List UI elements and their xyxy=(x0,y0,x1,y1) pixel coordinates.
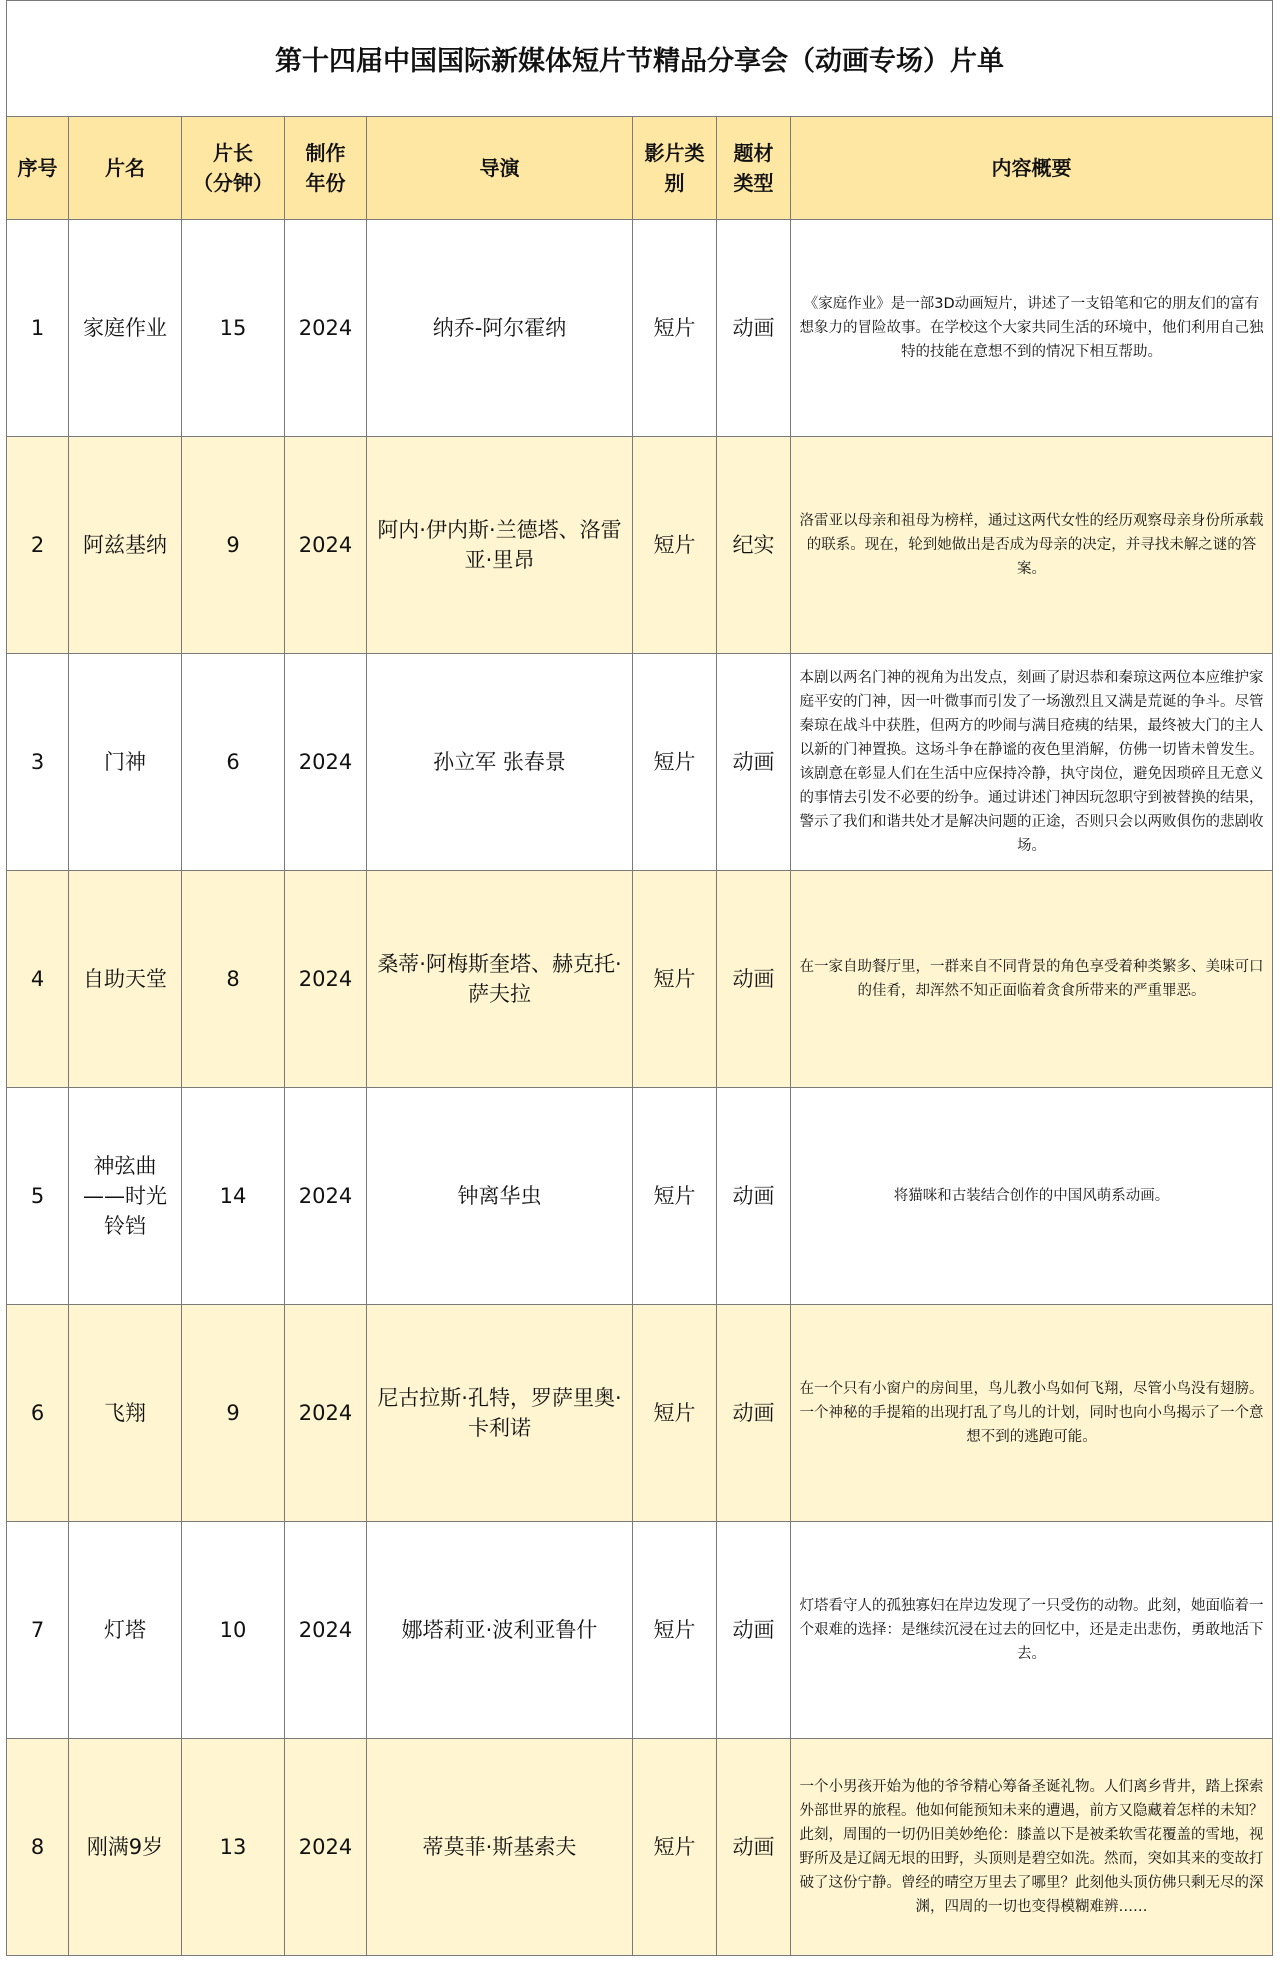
cell-year: 2024 xyxy=(285,1739,367,1956)
cell-length: 15 xyxy=(182,220,285,437)
header-summary: 内容概要 xyxy=(791,117,1273,220)
cell-index: 8 xyxy=(7,1739,69,1956)
header-film-type xyxy=(633,117,717,220)
cell-director: 孙立军 张春景 xyxy=(367,654,633,871)
cell-year: 2024 xyxy=(285,1522,367,1739)
header-length-line1: 片长 xyxy=(213,141,253,165)
table-row xyxy=(7,220,1273,437)
summary-paragraph: 在一家自助餐厅里，一群来自不同背景的角色享受着种类繁多、美味可口的佳肴，却浑然不知正面临着贪食所带来的严重罪恶。 xyxy=(799,959,1264,999)
table-row xyxy=(7,871,1273,1088)
table-row xyxy=(7,437,1273,654)
header-length xyxy=(182,117,285,220)
header-length-line2: （分钟） xyxy=(193,171,273,195)
summary-paragraph: 将猫咪和古装结合创作的中国风萌系动画。 xyxy=(893,1188,1170,1204)
cell-genre: 纪实 xyxy=(717,437,791,654)
cell-genre: 动画 xyxy=(717,1739,791,1956)
cell-director: 阿内·伊内斯·兰德塔、洛雷亚·里昂 xyxy=(367,437,633,654)
table-row xyxy=(7,1088,1273,1305)
cell-index: 7 xyxy=(7,1522,69,1739)
cell-film-type: 短片 xyxy=(633,220,717,437)
cell-index: 3 xyxy=(7,654,69,871)
table-row xyxy=(7,1739,1273,1956)
cell-length: 8 xyxy=(182,871,285,1088)
header-genre-line1: 题材 xyxy=(733,141,774,165)
cell-genre: 动画 xyxy=(717,871,791,1088)
cell-name: 刚满9岁 xyxy=(69,1739,182,1956)
cell-year: 2024 xyxy=(285,437,367,654)
cell-summary xyxy=(791,871,1273,1088)
header-film-type-line1: 影片类 xyxy=(644,141,705,165)
header-director: 导演 xyxy=(367,117,633,220)
cell-genre: 动画 xyxy=(717,654,791,871)
cell-genre: 动画 xyxy=(717,1088,791,1305)
header-genre-line2: 类型 xyxy=(733,171,774,195)
summary-paragraph: 《家庭作业》是一部3D动画短片，讲述了一支铅笔和它的朋友们的富有想象力的冒险故事。在学校这个大家共同生活的环境中，他们利用自己独特的技能在意想不到的情况下相互帮助。 xyxy=(799,296,1264,360)
cell-length: 14 xyxy=(182,1088,285,1305)
cell-name: 飞翔 xyxy=(69,1305,182,1522)
cell-year: 2024 xyxy=(285,871,367,1088)
cell-film-type: 短片 xyxy=(633,1305,717,1522)
table-row xyxy=(7,1305,1273,1522)
cell-summary xyxy=(791,1088,1273,1305)
cell-length: 9 xyxy=(182,437,285,654)
cell-name: 神弦曲——时光铃铛 xyxy=(69,1088,182,1305)
cell-year: 2024 xyxy=(285,1088,367,1305)
cell-summary xyxy=(791,1739,1273,1956)
table-row xyxy=(7,1522,1273,1739)
cell-length: 6 xyxy=(182,654,285,871)
cell-director: 纳乔-阿尔霍纳 xyxy=(367,220,633,437)
cell-director: 蒂莫菲·斯基索夫 xyxy=(367,1739,633,1956)
cell-length: 9 xyxy=(182,1305,285,1522)
cell-name: 家庭作业 xyxy=(69,220,182,437)
cell-year: 2024 xyxy=(285,220,367,437)
cell-summary xyxy=(791,1305,1273,1522)
cell-film-type: 短片 xyxy=(633,871,717,1088)
cell-director: 娜塔莉亚·波利亚鲁什 xyxy=(367,1522,633,1739)
cell-index: 4 xyxy=(7,871,69,1088)
header-year xyxy=(285,117,367,220)
cell-index: 2 xyxy=(7,437,69,654)
cell-year: 2024 xyxy=(285,1305,367,1522)
cell-summary xyxy=(791,220,1273,437)
cell-film-type: 短片 xyxy=(633,437,717,654)
cell-summary xyxy=(791,1522,1273,1739)
summary-paragraph: 该剧意在彰显人们在生活中应保持冷静，执守岗位，避免因琐碎且无意义的事情去引发不必要的纷争。通过讲述门神因玩忽职守到被替换的结果，警示了我们和谐共处才是解决问题的正途，否则只会以两败俱伤的悲剧收场。 xyxy=(799,766,1264,854)
cell-index: 1 xyxy=(7,220,69,437)
cell-film-type: 短片 xyxy=(633,1739,717,1956)
cell-name: 门神 xyxy=(69,654,182,871)
header-film-type-line2: 别 xyxy=(664,171,685,195)
cell-director: 桑蒂·阿梅斯奎塔、赫克托·萨夫拉 xyxy=(367,871,633,1088)
cell-genre: 动画 xyxy=(717,220,791,437)
summary-paragraph: 洛雷亚以母亲和祖母为榜样，通过这两代女性的经历观察母亲身份所承载的联系。现在，轮到她做出是否成为母亲的决定，并寻找未解之谜的答案。 xyxy=(799,513,1264,577)
header-index: 序号 xyxy=(7,117,69,220)
cell-name: 灯塔 xyxy=(69,1522,182,1739)
cell-genre: 动画 xyxy=(717,1305,791,1522)
summary-paragraph: 一个小男孩开始为他的爷爷精心筹备圣诞礼物。人们离乡背井，踏上探索外部世界的旅程。他如何能预知未来的遭遇，前方又隐藏着怎样的未知？此刻，周围的一切仍旧美妙绝伦：膝盖以下是被柔软雪花覆盖的雪地，视野所及是辽阔无垠的田野，头顶则是碧空如洗。然而，突如其来的变故打破了这份宁静。曾经的晴空万里去了哪里？此刻他头顶仿佛只剩无尽的深渊，四周的一切也变得模糊难辨…… xyxy=(799,1779,1264,1915)
cell-year: 2024 xyxy=(285,654,367,871)
film-list-table xyxy=(6,0,1273,1956)
cell-film-type: 短片 xyxy=(633,1088,717,1305)
header-genre xyxy=(717,117,791,220)
header-year-line1: 制作 xyxy=(305,141,346,165)
cell-director: 钟离华虫 xyxy=(367,1088,633,1305)
cell-film-type: 短片 xyxy=(633,1522,717,1739)
cell-director: 尼古拉斯·孔特，罗萨里奥·卡利诺 xyxy=(367,1305,633,1522)
cell-summary xyxy=(791,437,1273,654)
cell-length: 10 xyxy=(182,1522,285,1739)
summary-paragraph: 灯塔看守人的孤独寡妇在岸边发现了一只受伤的动物。此刻，她面临着一个艰难的选择：是继续沉浸在过去的回忆中，还是走出悲伤，勇敢地活下去。 xyxy=(799,1598,1264,1662)
cell-name: 自助天堂 xyxy=(69,871,182,1088)
header-row xyxy=(7,117,1273,220)
header-year-line2: 年份 xyxy=(305,171,346,195)
cell-genre: 动画 xyxy=(717,1522,791,1739)
cell-index: 5 xyxy=(7,1088,69,1305)
cell-index: 6 xyxy=(7,1305,69,1522)
cell-length: 13 xyxy=(182,1739,285,1956)
summary-paragraph: 在一个只有小窗户的房间里，鸟儿教小鸟如何飞翔，尽管小鸟没有翅膀。一个神秘的手提箱的出现打乱了鸟儿的计划，同时也向小鸟揭示了一个意想不到的逃跑可能。 xyxy=(799,1381,1264,1445)
summary-paragraph: 本剧以两名门神的视角为出发点，刻画了尉迟恭和秦琼这两位本应维护家庭平安的门神，因一叶微事而引发了一场激烈且又满是荒诞的争斗。尽管秦琼在战斗中获胜，但两方的吵闹与满目疮痍的结果，最终被大门的主人以新的门神置换。这场斗争在静谧的夜色里消解，仿佛一切皆未曾发生。 xyxy=(799,670,1264,758)
cell-summary xyxy=(791,654,1273,871)
header-name: 片名 xyxy=(69,117,182,220)
film-list-sheet xyxy=(6,0,1272,1956)
cell-film-type: 短片 xyxy=(633,654,717,871)
table-row xyxy=(7,654,1273,871)
sheet-title: 第十四届中国国际新媒体短片节精品分享会（动画专场）片单 xyxy=(7,1,1273,117)
cell-name: 阿兹基纳 xyxy=(69,437,182,654)
